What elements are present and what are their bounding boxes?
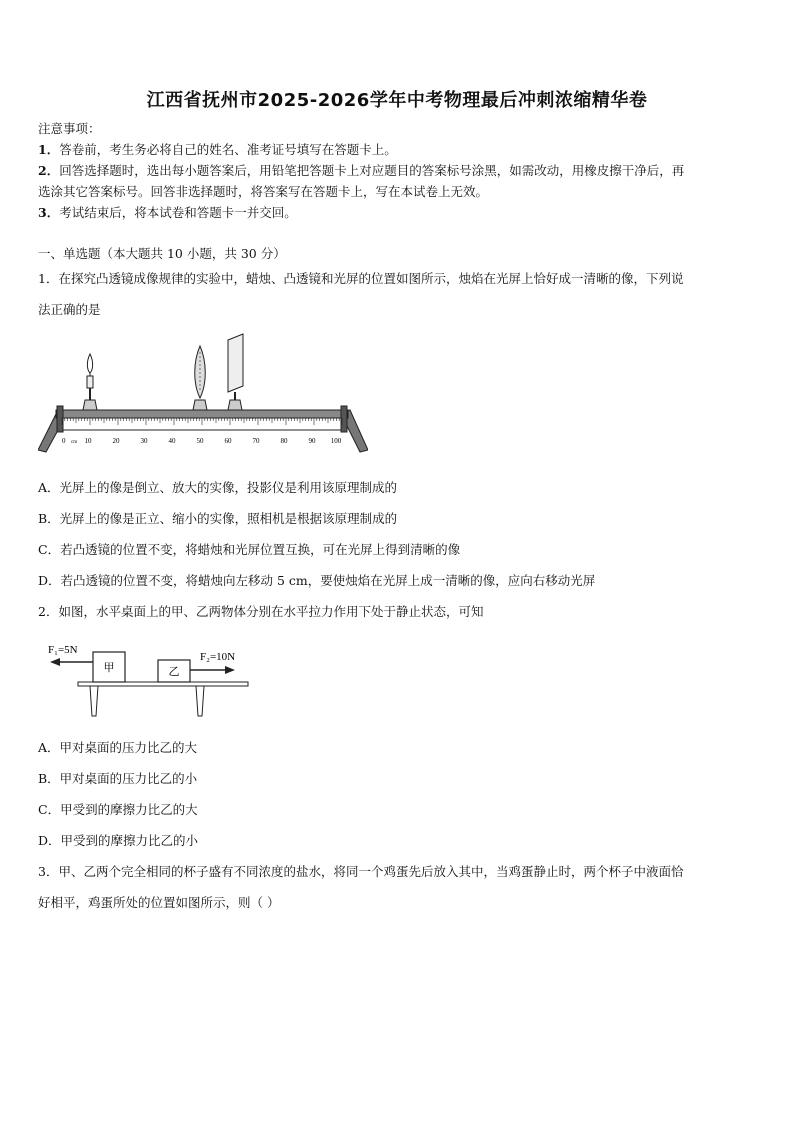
question-1-option-b: B．光屏上的像是正立、缩小的实像，照相机是根据该原理制成的	[38, 511, 398, 526]
question-3-stem: 3．甲、乙两个完全相同的杯子盛有不同浓度的盐水，将同一个鸡蛋先后放入其中，当鸡蛋静止时，两个杯子中液面恰	[38, 864, 684, 879]
candle-body	[87, 376, 93, 388]
force-arrowhead-f1	[50, 658, 60, 666]
scale-label: 80	[280, 437, 288, 445]
question-3-stem-continued: 好相平，鸡蛋所处的位置如图所示，则（ ）	[38, 895, 280, 910]
question-2-option-c: C．甲受到的摩擦力比乙的大	[38, 802, 198, 817]
block-yi-label: 乙	[168, 666, 180, 678]
notice-item: 1．答卷前，考生务必将自己的姓名、准考证号填写在答题卡上。	[38, 142, 397, 157]
scale-label: 0	[62, 437, 66, 445]
question-1-option-a: A．光屏上的像是倒立、放大的实像，投影仪是利用该原理制成的	[38, 480, 398, 495]
scale-label: 40	[168, 437, 176, 445]
question-1-option-d: D．若凸透镜的位置不变，将蜡烛向左移动 5 cm，要使烛焰在光屏上成一清晰的像，应向右移动光屏	[38, 573, 596, 588]
notice-item: 2．回答选择题时，选出每小题答案后，用铅笔把答题卡上对应题目的答案标号涂黑，如需改动，用橡皮擦干净后，再	[38, 163, 685, 178]
scale-label: 10	[84, 437, 92, 445]
candle-flame	[87, 354, 92, 373]
light-screen	[228, 334, 243, 410]
force-arrowhead-f2	[225, 666, 235, 674]
scale-unit: cm	[71, 440, 78, 445]
table-blocks-figure	[40, 640, 260, 722]
notice-item: 3．考试结束后，将本试卷和答题卡一并交回。	[38, 205, 297, 220]
question-1-option-c: C．若凸透镜的位置不变，将蜡烛和光屏位置互换，可在光屏上得到清晰的像	[38, 542, 461, 557]
scale-label: 70	[252, 437, 260, 445]
scale-label: 90	[308, 437, 316, 445]
question-2-option-a: A．甲对桌面的压力比乙的大	[38, 740, 198, 755]
screen-board	[228, 334, 243, 392]
bench-rail	[56, 410, 348, 418]
question-2-option-b: B．甲对桌面的压力比乙的小	[38, 771, 198, 786]
section-heading: 一、单选题（本大题共 10 小题，共 30 分）	[38, 246, 286, 261]
table-leg-right	[196, 686, 204, 716]
table-leg-left	[90, 686, 98, 716]
notice-heading: 注意事项：	[38, 121, 101, 136]
convex-lens	[193, 346, 207, 410]
page-title: 江西省抚州市2025-2026学年中考物理最后冲刺浓缩精华卷	[146, 90, 648, 111]
notice-item-continued: 选涂其它答案标号。回答非选择题时，将答案写在答题卡上，写在本试卷上无效。	[38, 184, 489, 199]
question-1-stem-continued: 法正确的是	[38, 302, 101, 317]
scale-label: 100	[330, 437, 342, 445]
question-2-stem: 2．如图，水平桌面上的甲、乙两物体分别在水平拉力作用下处于静止状态，可知	[38, 604, 484, 619]
scale-label: 20	[112, 437, 120, 445]
block-jia-label: 甲	[103, 662, 115, 674]
scale-label: 60	[224, 437, 232, 445]
question-1-stem: 1．在探究凸透镜成像规律的实验中，蜡烛、凸透镜和光屏的位置如图所示，烛焰在光屏上恰好成一清晰的像，下列说	[38, 271, 684, 286]
scale-label: 30	[140, 437, 148, 445]
optical-bench-figure	[38, 330, 368, 460]
question-2-option-d: D．甲受到的摩擦力比乙的小	[38, 833, 199, 848]
force-label-f1: F₁=5N	[48, 644, 78, 656]
candle	[83, 354, 97, 410]
force-label-f2: F₂=10N	[200, 651, 236, 663]
scale-label: 50	[196, 437, 204, 445]
